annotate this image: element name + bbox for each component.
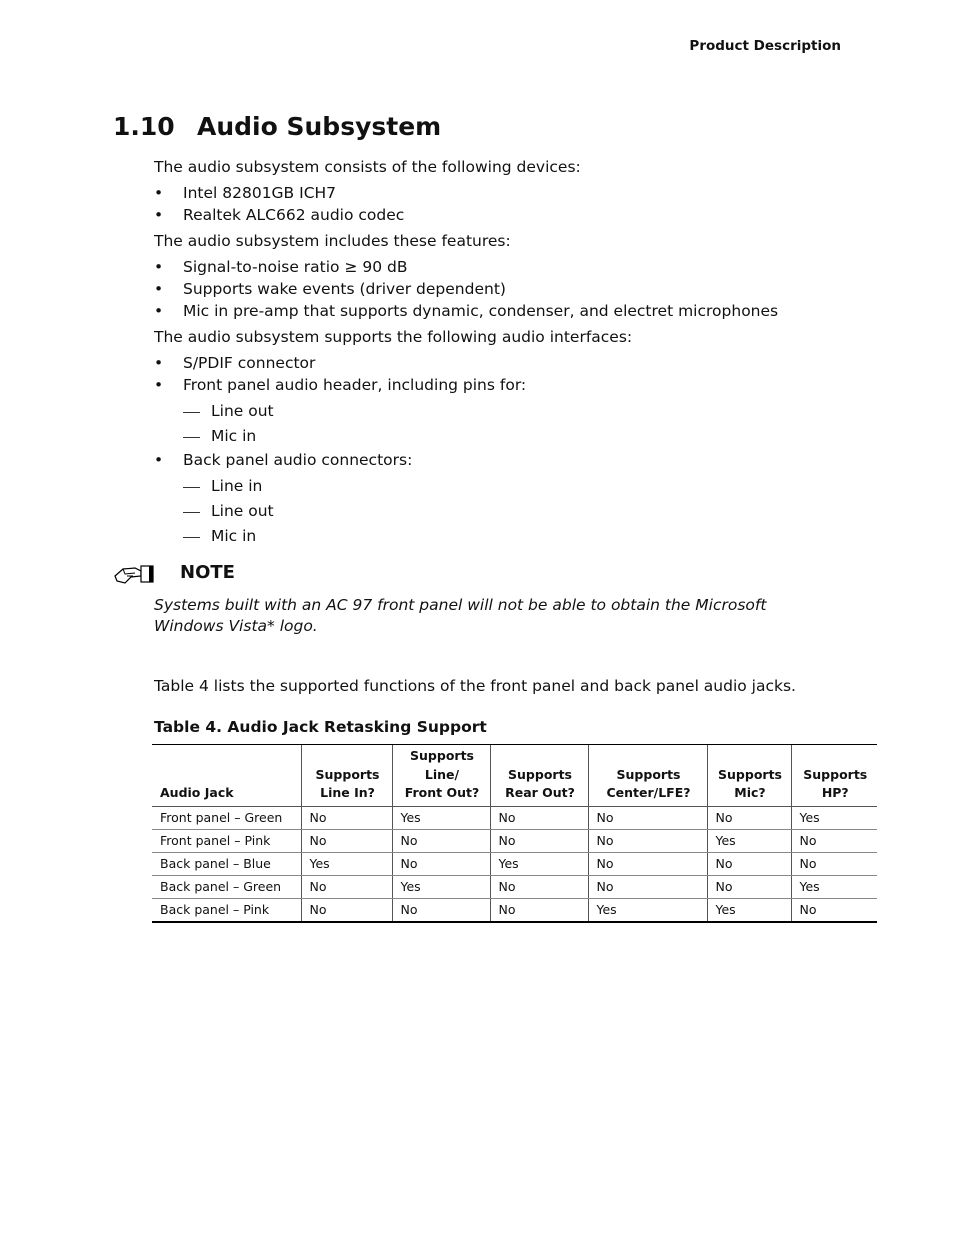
section-title-text: Audio Subsystem: [197, 112, 442, 141]
sub-list-item: Line out: [183, 399, 854, 424]
running-header: Product Description: [689, 38, 841, 54]
list-item: • Realtek ALC662 audio codec: [154, 204, 854, 226]
support-cell: Yes: [588, 898, 707, 922]
jack-name-cell: Front panel – Pink: [152, 829, 301, 852]
table-reference: Table 4 lists the supported functions of the front panel and back panel audio jacks.: [154, 677, 796, 695]
support-cell: No: [707, 806, 791, 829]
front-panel-pins: [183, 399, 854, 449]
section-number: 1.10: [113, 112, 175, 141]
support-cell: Yes: [392, 806, 490, 829]
note-hand-icon: [113, 562, 157, 586]
column-header: Supports Line/ Front Out?: [392, 745, 490, 807]
table-row: [152, 898, 877, 922]
column-header: Supports Line In?: [301, 745, 392, 807]
support-cell: No: [707, 852, 791, 875]
table-header-row: [152, 745, 877, 807]
devices-list: [154, 182, 854, 226]
jack-name-cell: Back panel – Blue: [152, 852, 301, 875]
list-item: • Supports wake events (driver dependent): [154, 278, 854, 300]
support-cell: No: [392, 852, 490, 875]
support-cell: No: [392, 898, 490, 922]
support-cell: No: [588, 852, 707, 875]
list-item: • Intel 82801GB ICH7: [154, 182, 854, 204]
support-cell: No: [791, 829, 877, 852]
table-body: [152, 806, 877, 922]
section-body: [154, 157, 854, 554]
column-header: Supports Center/LFE?: [588, 745, 707, 807]
column-header: Supports Mic?: [707, 745, 791, 807]
support-cell: Yes: [791, 806, 877, 829]
features-intro: The audio subsystem includes these features:: [154, 232, 511, 250]
support-cell: Yes: [707, 898, 791, 922]
back-panel-connectors: [183, 474, 854, 549]
column-header: Supports Rear Out?: [490, 745, 588, 807]
sub-list-item: Line in: [183, 474, 854, 499]
section-title: [113, 112, 441, 141]
support-cell: No: [301, 829, 392, 852]
jack-name-cell: Front panel – Green: [152, 806, 301, 829]
audio-jack-table: [152, 744, 877, 923]
list-item: [154, 374, 854, 449]
support-cell: No: [490, 875, 588, 898]
support-cell: No: [490, 829, 588, 852]
table-caption: Table 4. Audio Jack Retasking Support: [154, 718, 487, 736]
back-panel-connectors-label: Back panel audio connectors:: [183, 451, 413, 469]
support-cell: No: [301, 875, 392, 898]
support-cell: No: [490, 806, 588, 829]
support-cell: Yes: [707, 829, 791, 852]
support-cell: No: [301, 806, 392, 829]
table-row: [152, 875, 877, 898]
table-row: [152, 829, 877, 852]
note-text: Systems built with an AC 97 front panel will not be able to obtain the Microsoft Windows Vista* logo.: [154, 596, 767, 635]
support-cell: No: [791, 898, 877, 922]
column-header: Audio Jack: [152, 745, 301, 807]
column-header: Supports HP?: [791, 745, 877, 807]
list-item: • Signal-to-noise ratio ≥ 90 dB: [154, 256, 854, 278]
note-label: NOTE: [180, 562, 235, 583]
support-cell: Yes: [490, 852, 588, 875]
sub-list-item: Mic in: [183, 524, 854, 549]
devices-intro: The audio subsystem consists of the following devices:: [154, 158, 581, 176]
support-cell: No: [490, 898, 588, 922]
support-cell: Yes: [301, 852, 392, 875]
support-cell: No: [588, 806, 707, 829]
support-cell: Yes: [791, 875, 877, 898]
table-row: [152, 806, 877, 829]
support-cell: No: [301, 898, 392, 922]
list-item: • S/PDIF connector: [154, 352, 854, 374]
features-list: [154, 256, 854, 322]
front-panel-header-label: Front panel audio header, including pins for:: [183, 376, 527, 394]
list-item: [154, 449, 854, 549]
list-item: • Mic in pre-amp that supports dynamic, condenser, and electret microphones: [154, 300, 854, 322]
interfaces-list: [154, 352, 854, 549]
support-cell: No: [392, 829, 490, 852]
sub-list-item: Mic in: [183, 424, 854, 449]
support-cell: Yes: [392, 875, 490, 898]
interfaces-intro: The audio subsystem supports the following audio interfaces:: [154, 328, 633, 346]
support-cell: No: [588, 829, 707, 852]
support-cell: No: [707, 875, 791, 898]
sub-list-item: Line out: [183, 499, 854, 524]
support-cell: No: [588, 875, 707, 898]
jack-name-cell: Back panel – Green: [152, 875, 301, 898]
support-cell: No: [791, 852, 877, 875]
table-row: [152, 852, 877, 875]
jack-name-cell: Back panel – Pink: [152, 898, 301, 922]
